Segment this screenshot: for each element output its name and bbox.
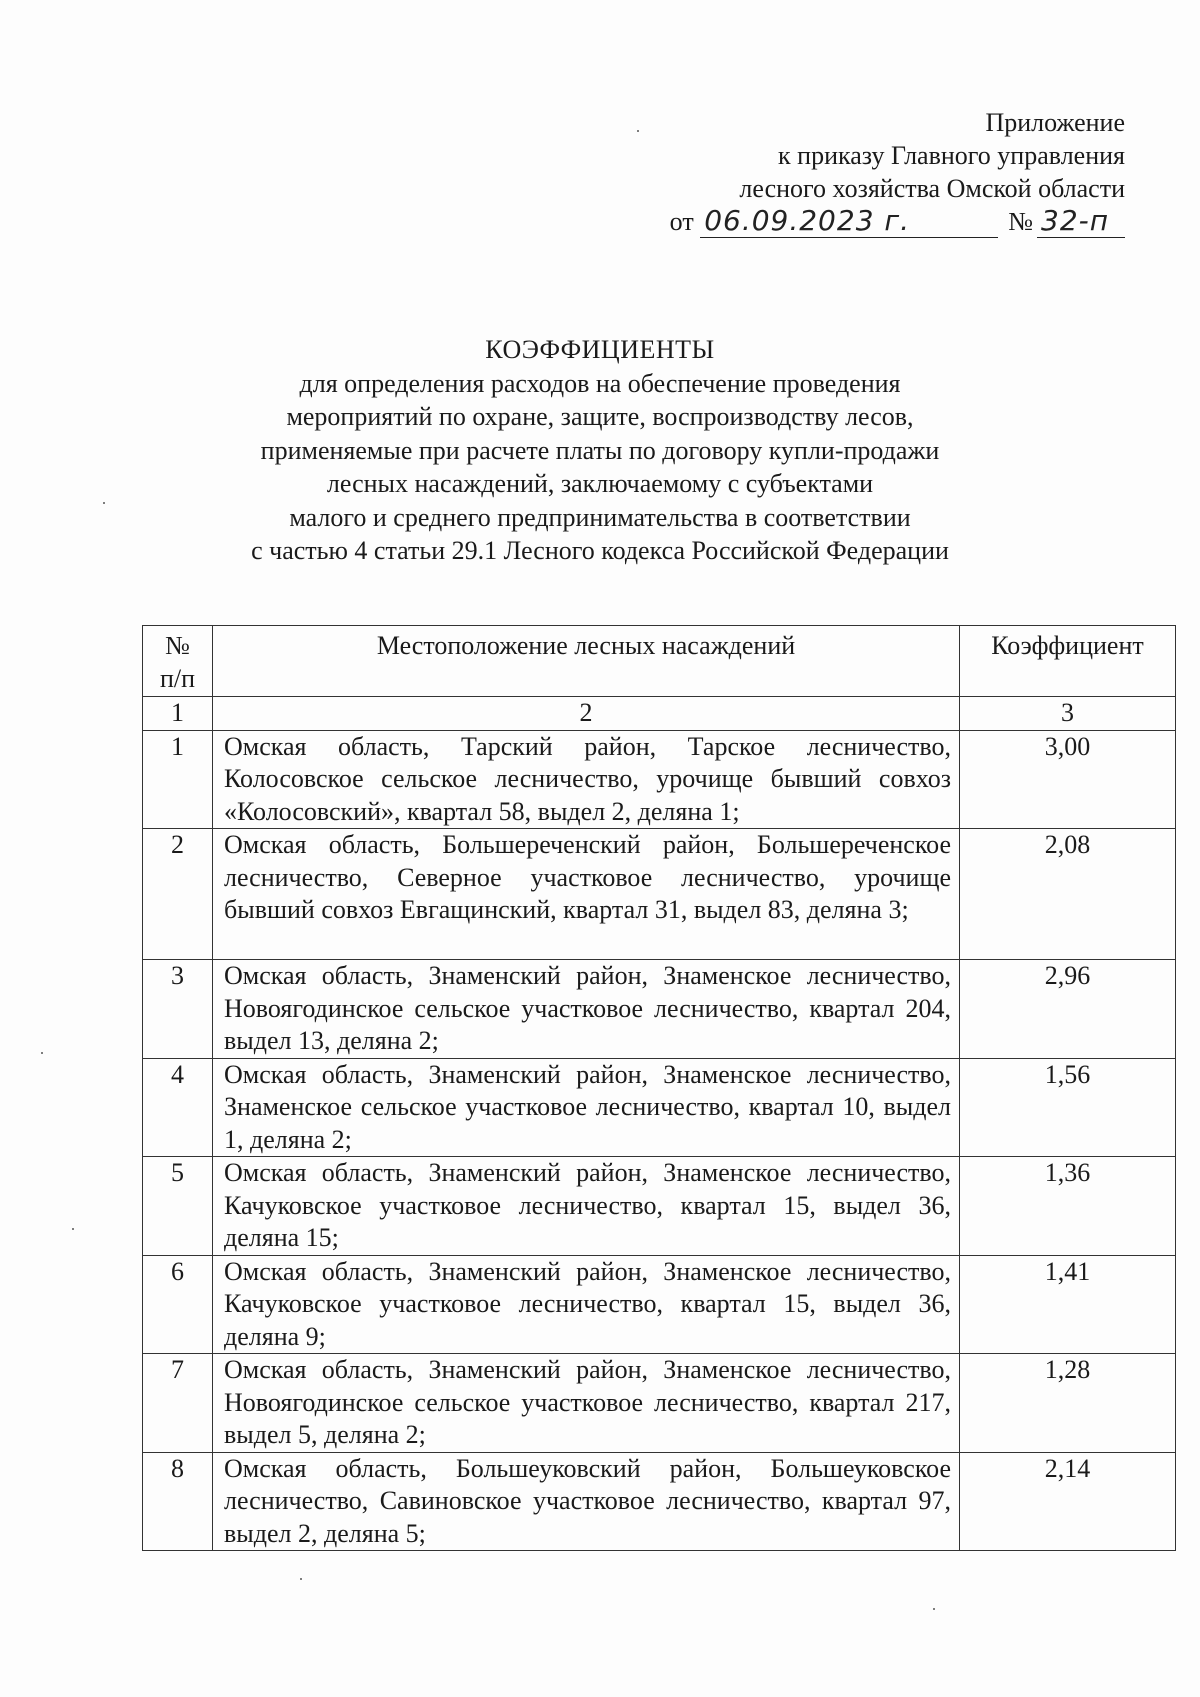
row-number: 1 bbox=[143, 730, 213, 829]
table-row bbox=[143, 730, 1176, 829]
table-row bbox=[143, 1058, 1176, 1157]
row-coefficient: 1,28 bbox=[960, 1354, 1176, 1453]
order-date-line bbox=[670, 205, 1125, 238]
title-subline-1: для определения расходов на обеспечение проведения bbox=[299, 368, 901, 398]
table-row bbox=[143, 1255, 1176, 1354]
row-number: 4 bbox=[143, 1058, 213, 1157]
row-location: Омская область, Большереченский район, Большереченское лесничество, Северное участковое лесничество, урочище бывший совхоз Евгащинский, квартал 31, выдел 83, деляна 3; bbox=[213, 829, 960, 960]
appendix-line-2: к приказу Главного управления bbox=[778, 141, 1125, 170]
row-location: Омская область, Знаменский район, Знаменское лесничество, Качуковское участковое лесничество, квартал 15, выдел 36, деляна 9; bbox=[213, 1255, 960, 1354]
header-number-sign: № bbox=[165, 631, 190, 660]
date-prefix: от bbox=[669, 207, 694, 236]
row-coefficient: 1,41 bbox=[960, 1255, 1176, 1354]
document-title: КОЭФФИЦИЕНТЫ bbox=[485, 335, 715, 364]
row-coefficient: 1,56 bbox=[960, 1058, 1176, 1157]
table-row bbox=[143, 829, 1176, 960]
row-location: Омская область, Тарский район, Тарское лесничество, Колосовское сельское лесничество, урочище бывший совхоз «Колосовский», квартал 58, выдел 2, деляна 1; bbox=[213, 730, 960, 829]
title-subline-4: лесных насаждений, заключаемому с субъектами bbox=[326, 469, 874, 498]
order-date-field bbox=[700, 206, 998, 238]
row-location: Омская область, Большеуковский район, Большеуковское лесничество, Савиновское участковое лесничество, квартал 97, выдел 2, деляна 5; bbox=[213, 1452, 960, 1551]
scan-speck bbox=[72, 1228, 74, 1230]
order-number-field bbox=[1037, 206, 1125, 238]
table-row bbox=[143, 1354, 1176, 1453]
title-subline-3: применяемые при расчете платы по договору купли-продажи bbox=[260, 435, 940, 465]
row-location: Омская область, Знаменский район, Знаменское лесничество, Новоягодинское сельское участковое лесничество, квартал 217, выдел 5, деляна 2; bbox=[213, 1354, 960, 1453]
row-coefficient: 3,00 bbox=[960, 730, 1176, 829]
column-index-3: 3 bbox=[960, 697, 1176, 731]
column-index-2: 2 bbox=[213, 697, 960, 731]
title-subline-2: мероприятий по охране, защите, воспроизводству лесов, bbox=[286, 402, 914, 431]
appendix-line-1: Приложение bbox=[985, 108, 1125, 137]
header-number bbox=[143, 626, 213, 697]
table-row bbox=[143, 1452, 1176, 1551]
row-number: 2 bbox=[143, 829, 213, 960]
scan-speck bbox=[637, 130, 639, 132]
row-location: Омская область, Знаменский район, Знаменское лесничество, Новоягодинское сельское участковое лесничество, квартал 204, выдел 13, деляна 2; bbox=[213, 960, 960, 1059]
number-sign: № bbox=[1008, 207, 1033, 236]
table-row bbox=[143, 1157, 1176, 1256]
appendix-header bbox=[670, 106, 1125, 238]
row-location: Омская область, Знаменский район, Знаменское лесничество, Качуковское участковое лесничество, квартал 15, выдел 36, деляна 15; bbox=[213, 1157, 960, 1256]
table-row bbox=[143, 960, 1176, 1059]
scan-speck bbox=[103, 502, 105, 504]
scan-speck bbox=[300, 1578, 302, 1580]
row-location: Омская область, Знаменский район, Знаменское лесничество, Знаменское сельское участковое лесничество, квартал 10, выдел 1, деляна 2; bbox=[213, 1058, 960, 1157]
header-coefficient: Коэффициент bbox=[960, 626, 1176, 697]
header-number-pp: п/п bbox=[159, 663, 196, 693]
column-index-1: 1 bbox=[143, 697, 213, 731]
title-subline-6: с частью 4 статьи 29.1 Лесного кодекса Российской Федерации bbox=[251, 536, 949, 565]
row-number: 8 bbox=[143, 1452, 213, 1551]
column-index-row bbox=[143, 697, 1176, 731]
title-subline-5: малого и среднего предпринимательства в соответствии bbox=[289, 502, 911, 532]
scan-speck bbox=[933, 1608, 935, 1610]
handwritten-date: 06.09.2023 г. bbox=[704, 204, 911, 237]
row-coefficient: 2,14 bbox=[960, 1452, 1176, 1551]
row-number: 5 bbox=[143, 1157, 213, 1256]
handwritten-number: 32-п bbox=[1041, 204, 1110, 237]
row-number: 6 bbox=[143, 1255, 213, 1354]
row-coefficient: 1,36 bbox=[960, 1157, 1176, 1256]
row-number: 7 bbox=[143, 1354, 213, 1453]
document-title-block bbox=[0, 333, 1200, 568]
header-location: Местоположение лесных насаждений bbox=[213, 626, 960, 697]
appendix-line-3: лесного хозяйства Омской области bbox=[739, 174, 1125, 203]
scan-speck bbox=[41, 1052, 43, 1054]
row-coefficient: 2,08 bbox=[960, 829, 1176, 960]
coefficients-table bbox=[142, 625, 1176, 1551]
table-header-row bbox=[143, 626, 1176, 697]
row-coefficient: 2,96 bbox=[960, 960, 1176, 1059]
row-number: 3 bbox=[143, 960, 213, 1059]
